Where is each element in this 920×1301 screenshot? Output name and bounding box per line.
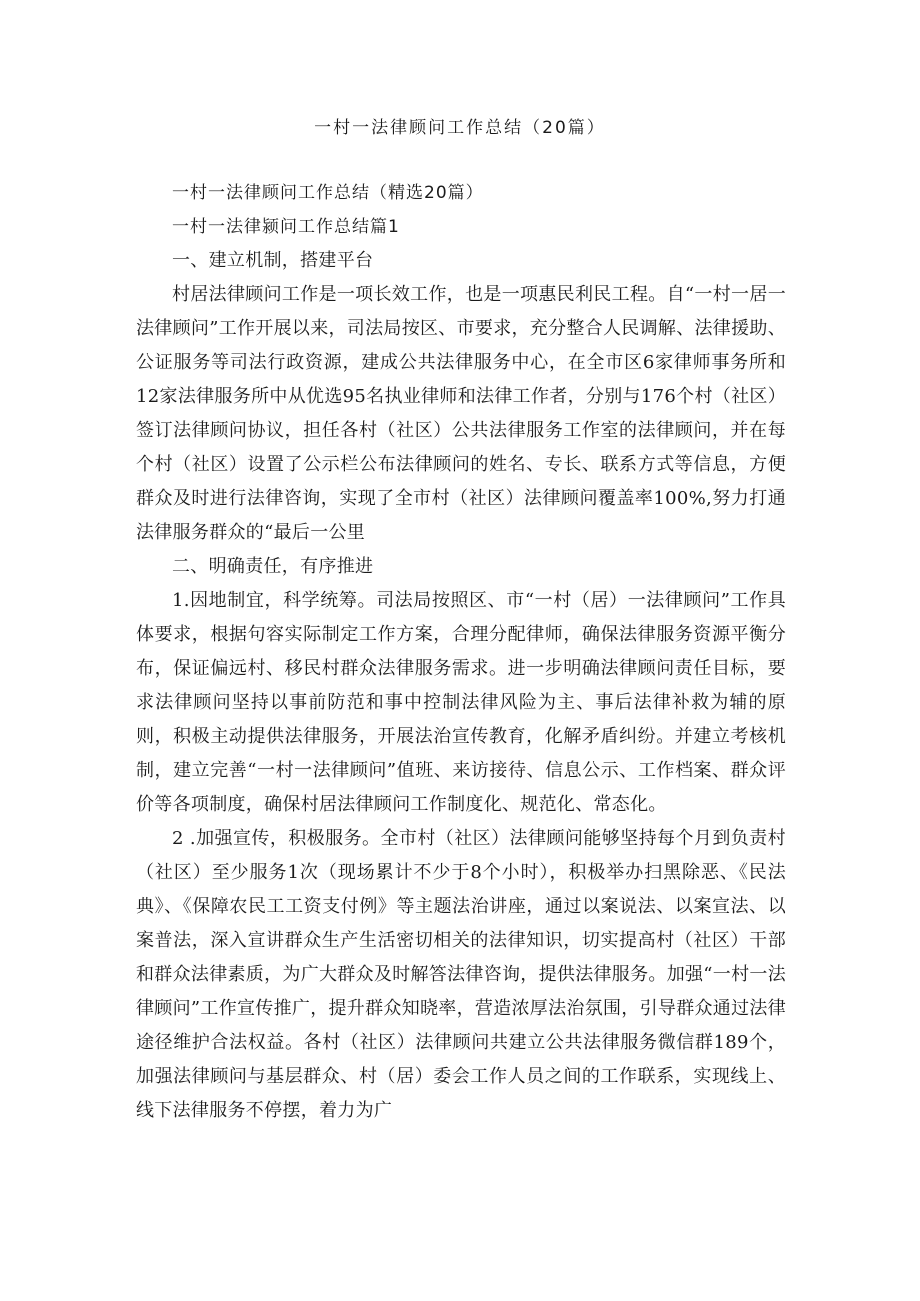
section-heading-1: 一、建立机制，搭建平台 xyxy=(172,250,374,271)
section-heading-2: 二、明确责任，有序推进 xyxy=(172,556,374,577)
document-body xyxy=(136,176,786,1128)
body-paragraph: 村居法律顾问工作是一项长效工作，也是一项惠民利民工程。自“一村一居一法律顾问”工作开展以来，司法局按区、市要求，充分整合人民调解、法律援助、公证服务等司法行政资源，建成公共法律服务中心，在全市区6家律师事务所和12家法律服务所中从优选95名执业律师和法律工作者，分别与176个村（社区）签订法律顾问协议，担任各村（社区）公共法律服务工作室的法律顾问，并在每个村（社区）设置了公示栏公布法律顾问的姓名、专长、联系方式等信息，方便群众及时进行法律咨询，实现了全市村（社区）法律顾问覆盖率100%,努力打通法律服务群众的“最后一公里 xyxy=(136,284,786,543)
section-heading-article-1: 一村一法律颍问工作总结篇1 xyxy=(172,217,400,237)
body-paragraph: 2 .加强宣传，积极服务。全市村（社区）法律顾问能够坚持每个月到负责村（社区）至少服务1次（现场累计不少于8个小时），积极举办扫黑除恶、《民法典》、《保障农民工工资支付例》等主题法治讲座，通过以案说法、以案宣法、以案普法，深入宣讲群众生产生活密切相关的法律知识，切实提高村（社区）干部和群众法律素质，为广大群众及时解答法律咨询，提供法律服务。加强“一村一法律顾问”工作宣传推广，提升群众知晓率，营造浓厚法治氛围，引导群众通过法律途径维护合法权益。各村（社区）法律顾问共建立公共法律服务微信群189个，加强法律顾问与基层群众、村（居）委会工作人员之间的工作联系，实现线上、线下法律服务不停摆，着力为广 xyxy=(136,828,786,1121)
document-title: 一村一法律顾问工作总结（20篇） xyxy=(314,118,606,138)
body-paragraph: 1.因地制宜，科学统筹。司法局按照区、市“一村（居）一法律顾问”工作具体要求，根据句容实际制定工作方案，合理分配律师，确保法律服务资源平衡分布，保证偏远村、移民村群众法律服务需求。进一步明确法律顾问责任目标，要求法律顾问坚持以事前防范和事中控制法律风险为主、事后法律补救为辅的原则，积极主动提供法律服务，开展法治宣传教育，化解矛盾纠纷。并建立考核机制，建立完善“一村一法律顾问”值班、来访接待、信息公示、工作档案、群众评价等各项制度，确保村居法律顾问工作制度化、规范化、常态化。 xyxy=(136,590,786,815)
subtitle-paragraph: 一村一法律顾问工作总结（精选20篇） xyxy=(172,183,484,203)
